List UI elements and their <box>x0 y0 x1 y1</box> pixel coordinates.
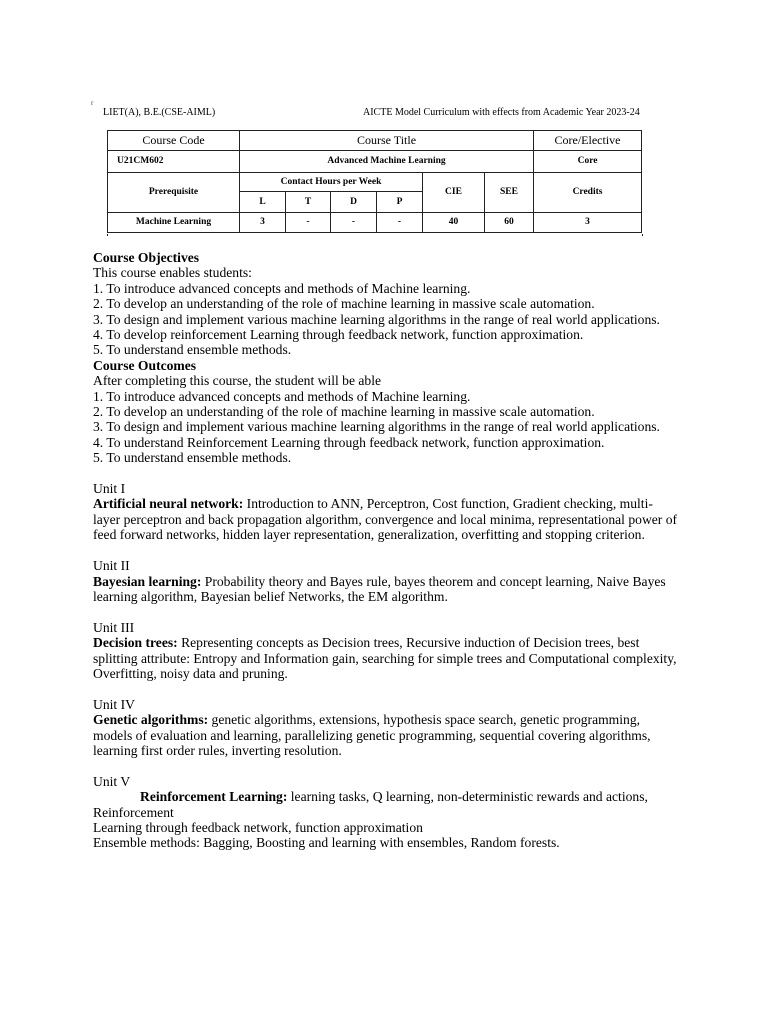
unit-1-text: Introduction to ANN, Perceptron, Cost function, Gradient checking, multi-layer perceptron and back propagation algorithm, convergence and local minima, representational power of feed forward networks, hidden layer representation, generalization, overfitting and stopping criterion. <box>93 496 678 543</box>
core-elective-header: Core/Elective <box>534 131 642 151</box>
course-title-header: Course Title <box>240 131 534 151</box>
unit-3-text: Representing concepts as Decision trees, Recursive induction of Decision trees, best splitting attribute: Entropy and Information gain, searching for simple trees and Computational complexity, Overfitting, noisy data and pruning. <box>93 635 677 681</box>
tutorial-header: T <box>286 192 331 213</box>
cie-value: 40 <box>423 213 485 233</box>
cie-header: CIE <box>423 173 485 213</box>
outcome-item: 5. To understand ensemble methods. <box>93 450 292 466</box>
unit-5-line-2: Learning through feedback network, function approximation <box>93 819 423 835</box>
objectives-intro: This course enables students: <box>93 265 252 281</box>
scan-mark: r <box>91 99 94 107</box>
unit-4-content <box>93 712 679 758</box>
unit-3-label: Unit III <box>93 619 135 635</box>
unit-3-title: Decision trees: <box>93 635 178 651</box>
unit-5-line-3: Ensemble methods: Bagging, Boosting and learning with ensembles, Random forests. <box>93 835 560 851</box>
unit-5-title: Reinforcement Learning: <box>140 789 288 805</box>
course-code-header: Course Code <box>108 131 240 151</box>
unit-5-content <box>93 789 679 820</box>
header-institute: LIET(A), B.E.(CSE-AIML) <box>103 107 216 118</box>
credits-header: Credits <box>534 173 642 213</box>
unit-2-title: Bayesian learning: <box>93 573 202 589</box>
outcome-item: 1. To introduce advanced concepts and methods of Machine learning. <box>93 388 471 404</box>
unit-2-text: Probability theory and Bayes rule, bayes theorem and concept learning, Naive Bayes learning algorithm, Bayesian belief Networks, the EM algorithm. <box>93 573 666 604</box>
objective-item: 3. To design and implement various machine learning algorithms in the range of real world applications. <box>93 311 660 327</box>
unit-1-label: Unit I <box>93 481 126 497</box>
unit-2-content <box>93 574 679 605</box>
header-curriculum: AICTE Model Curriculum with effects from Academic Year 2023-24 <box>363 107 640 118</box>
contact-hours-header: Contact Hours per Week <box>240 173 423 192</box>
tutorial-value: - <box>286 213 331 233</box>
outcome-item: 4. To understand Reinforcement Learning through feedback network, function approximation. <box>93 434 605 450</box>
unit-2-label: Unit II <box>93 558 130 574</box>
practical-value: - <box>377 213 423 233</box>
outcomes-intro: After completing this course, the student will be able <box>93 373 382 389</box>
outcome-item: 3. To design and implement various machine learning algorithms in the range of real world applications. <box>93 419 660 435</box>
objectives-heading: Course Objectives <box>93 250 200 265</box>
objective-item: 2. To develop an understanding of the role of machine learning in massive scale automation. <box>93 296 595 312</box>
prerequisite-header: Prerequisite <box>108 173 240 213</box>
see-value: 60 <box>485 213 534 233</box>
unit-3-content <box>93 635 679 681</box>
course-info-table <box>107 130 642 233</box>
unit-4-title: Genetic algorithms: <box>93 712 209 728</box>
credits-value: 3 <box>534 213 642 233</box>
unit-1-title: Artificial neural network: <box>93 496 244 512</box>
table-edge <box>107 234 643 236</box>
course-code-value: U21CM602 <box>108 151 240 173</box>
syllabus-body <box>93 250 679 851</box>
drawing-header: D <box>331 192 377 213</box>
practical-header: P <box>377 192 423 213</box>
lecture-header: L <box>240 192 286 213</box>
outcomes-heading: Course Outcomes <box>93 357 197 373</box>
unit-1-content <box>93 496 679 542</box>
lecture-value: 3 <box>240 213 286 233</box>
objective-item: 1. To introduce advanced concepts and methods of Machine learning. <box>93 280 471 296</box>
see-header: SEE <box>485 173 534 213</box>
unit-5-text: learning tasks, Q learning, non-deterministic rewards and actions, Reinforcement <box>93 789 648 820</box>
objective-item: 4. To develop reinforcement Learning through feedback network, function approximation. <box>93 327 584 343</box>
unit-4-text: genetic algorithms, extensions, hypothesis space search, genetic programming, models of evaluation and learning, parallelizing genetic programming, sequential covering algorithms, learning first order rules, inverting resolution. <box>93 712 651 758</box>
drawing-value: - <box>331 213 377 233</box>
objective-item: 5. To understand ensemble methods. <box>93 342 292 358</box>
core-elective-value: Core <box>534 151 642 173</box>
prerequisite-value: Machine Learning <box>108 213 240 233</box>
outcome-item: 2. To develop an understanding of the role of machine learning in massive scale automation. <box>93 404 595 420</box>
course-title-value: Advanced Machine Learning <box>240 151 534 173</box>
unit-4-label: Unit IV <box>93 696 135 712</box>
unit-5-label: Unit V <box>93 773 131 789</box>
